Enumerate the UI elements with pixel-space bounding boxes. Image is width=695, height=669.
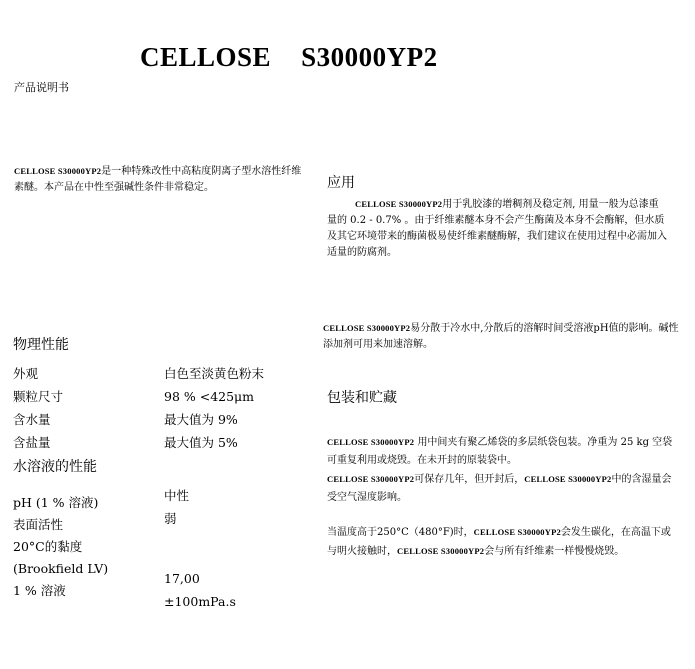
dispersion-text: 易分散于冷水中,分散后的溶解时间受溶液pH值的影响。碱性添加剂可用来加速溶解。 bbox=[323, 323, 679, 350]
intro-text: 是一种特殊改性中高粘度阴离子型水溶性纤维素醚。本产品在中性至强碱性条件非常稳定。 bbox=[14, 166, 302, 193]
physical-value: 最大值为 9% bbox=[164, 412, 238, 427]
physical-label: 外观 bbox=[13, 366, 39, 381]
solution-value: 弱 bbox=[164, 511, 177, 526]
packaging-paragraph-2 bbox=[327, 470, 679, 507]
application-paragraph bbox=[327, 196, 667, 261]
packaging-text-2b: 中的含湿量会受空气湿度影响。 bbox=[327, 474, 672, 503]
physical-values bbox=[164, 362, 264, 454]
product-name: CELLOSE S30000YP2 bbox=[323, 323, 411, 333]
physical-value: 白色至淡黄色粉末 bbox=[164, 366, 265, 381]
solution-value: ±100mPa.s bbox=[164, 594, 236, 609]
document-subtitle: 产品说明书 bbox=[14, 81, 69, 94]
product-name: CELLOSE S30000YP2 bbox=[397, 546, 485, 556]
packaging-paragraph-1 bbox=[327, 433, 679, 470]
product-name: CELLOSE S30000YP2 bbox=[524, 474, 612, 484]
intro-paragraph bbox=[14, 163, 304, 196]
product-name: CELLOSE S30000YP2 bbox=[473, 527, 561, 537]
packaging-text-2a: 可保存几年，但开封后， bbox=[414, 474, 525, 485]
solution-label: 表面活性 bbox=[13, 517, 64, 532]
solution-values-b bbox=[164, 567, 236, 613]
solution-label: (Brookfield LV) bbox=[13, 561, 109, 576]
solution-label: 1 % 溶液 bbox=[13, 583, 66, 598]
physical-labels bbox=[13, 362, 63, 454]
physical-value: 最大值为 5% bbox=[164, 435, 238, 450]
solution-label: pH (1 % 溶液) bbox=[13, 495, 99, 510]
document-title bbox=[140, 42, 438, 73]
product-name: CELLOSE S30000YP2 bbox=[14, 166, 102, 176]
solution-values-a bbox=[164, 484, 189, 530]
solution-heading: 水溶液的性能 bbox=[13, 459, 97, 475]
packaging-text-3b: 会发生碳化，在高温下或与明火接触时， bbox=[327, 527, 671, 557]
solution-labels bbox=[13, 492, 108, 602]
packaging-heading: 包装和贮藏 bbox=[327, 390, 397, 406]
physical-label: 颗粒尺寸 bbox=[13, 389, 64, 404]
product-name: CELLOSE S30000YP2 bbox=[327, 474, 415, 484]
title-part-name: CELLOSE bbox=[140, 42, 272, 72]
physical-label: 含水量 bbox=[13, 412, 51, 427]
solution-value: 17,00 bbox=[164, 571, 200, 586]
title-part-code: S30000YP2 bbox=[301, 42, 438, 72]
solution-value: 中性 bbox=[164, 488, 190, 503]
product-name: CELLOSE S30000YP2 bbox=[327, 437, 415, 447]
solution-label: 20°C的黏度 bbox=[13, 539, 83, 554]
packaging-text-3c: 会与所有纤维素一样慢慢烧毁。 bbox=[484, 546, 625, 557]
physical-label: 含盐量 bbox=[13, 435, 51, 450]
physical-heading: 物理性能 bbox=[13, 337, 69, 353]
physical-value: 98 % <425μm bbox=[164, 389, 255, 404]
dispersion-paragraph bbox=[323, 320, 685, 353]
application-text: 用于乳胶漆的增稠剂及稳定剂, 用量一般为总漆重量的 0.2 - 0.7% 。由于纤维素醚本身不会产生酶菌及本身不会酶解，但水质及其它环境带来的酶菌极易使纤维素醚酶解，我们建议在使用过程中必需加入适量的防腐剂。 bbox=[327, 199, 667, 258]
packaging-text-3a: 当温度高于250°C（480°F)时， bbox=[327, 527, 474, 538]
packaging-text-1: 用中间夹有聚乙烯袋的多层纸袋包装。净重为 25 kg 空袋可重复利用或烧毁。在未开封的原装袋中。 bbox=[327, 437, 673, 466]
product-name: CELLOSE S30000YP2 bbox=[355, 199, 443, 209]
packaging-paragraph-3 bbox=[327, 523, 679, 561]
application-heading: 应用 bbox=[327, 175, 355, 191]
